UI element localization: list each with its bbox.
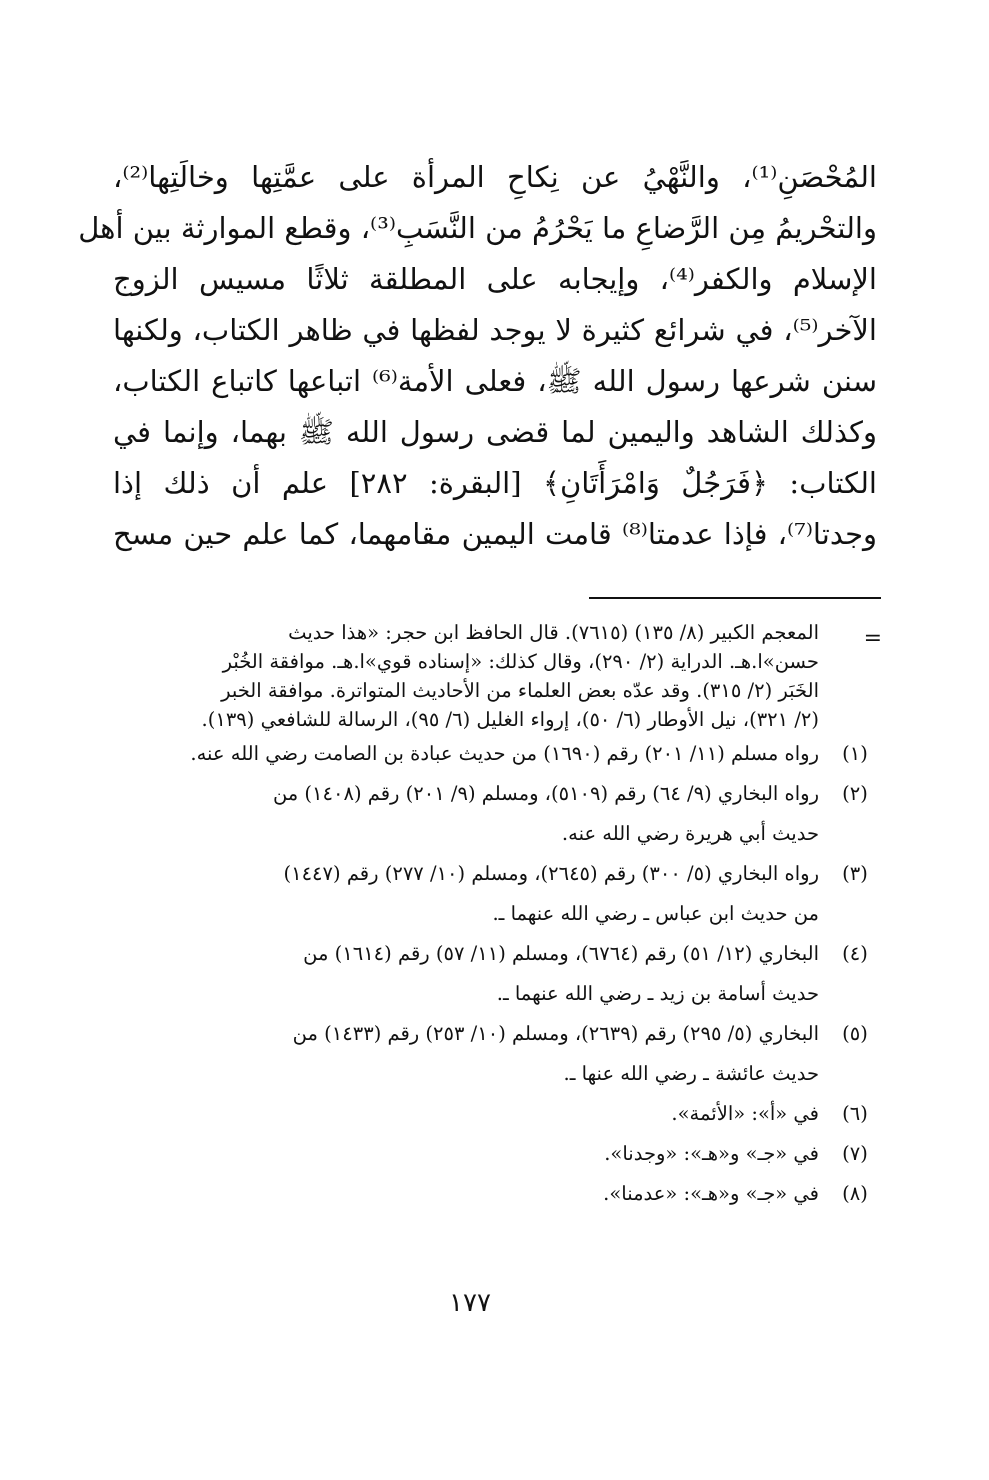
footnote-line: حسن»ا.هـ. الدراية (٢/ ٢٩٠)، وقال كذلك: «إسناده قوي»ا.هـ. موافقة الخُبْر — [222, 650, 819, 673]
footnote-6 — [113, 1094, 877, 1134]
footnote-line: البخاري (٥/ ٢٩٥) رقم (٢٦٣٩)، ومسلم (١٠/ ٢٥٣) رقم (١٤٣٣) من — [292, 1022, 819, 1045]
footnote-line: رواه البخاري (٩/ ٦٤) رقم (٥١٠٩)، ومسلم (٩/ ٢٠١) رقم (١٤٠٨) من — [272, 782, 819, 805]
footnote-1 — [113, 734, 877, 774]
footnote-number: (١) — [842, 742, 868, 765]
footnote-number: (٨) — [842, 1182, 868, 1205]
footnote-2 — [113, 774, 877, 854]
footnote-line: من حديث ابن عباس ـ رضي الله عنهما ـ. — [492, 902, 819, 925]
footnote-line: في «أ»: «الأئمة». — [671, 1102, 819, 1125]
main-text-line: سنن شرعها رسول الله ﷺ، فعلى الأمة⁽⁶⁾ اتباعها كاتباع الكتاب، — [113, 364, 877, 398]
footnote-8 — [113, 1174, 877, 1214]
main-text-line: والتحْريمُ مِن الرَّضاعِ ما يَحْرُمُ من النَّسَبِ⁽³⁾، وقطع الموارثة بين أهل — [78, 211, 877, 245]
main-text-line: الكتاب: ﴿فَرَجُلٌ وَامْرَأَتَانِ﴾ [البقرة: ٢٨٢] علم أن ذلك إذا — [113, 466, 877, 500]
main-text-block — [78, 152, 877, 560]
main-text-line: المُحْصَنِ⁽¹⁾، والنَّهْيُ عن نِكاحِ المرأة على عمَّتِها وخالَتِها⁽²⁾، — [113, 160, 877, 194]
footnote-line: المعجم الكبير (٨/ ١٣٥) (٧٦١٥). قال الحافظ ابن حجر: «هذا حديث — [288, 621, 819, 644]
footnote-number: (٧) — [842, 1142, 868, 1165]
footnote-number: (٦) — [842, 1102, 868, 1125]
footnote-line: رواه البخاري (٥/ ٣٠٠) رقم (٢٦٤٥)، ومسلم (١٠/ ٢٧٧) رقم (١٤٤٧) — [283, 862, 819, 885]
footnote-number: (٥) — [842, 1022, 868, 1045]
footnote-line: الخَبَر (٢/ ٣١٥). وقد عدّه بعض العلماء من الأحاديث المتواترة. موافقة الخبر — [221, 679, 819, 702]
main-text-line: الإسلام والكفر⁽⁴⁾، وإيجابه على المطلقة ثلاثًا مسيس الزوج — [113, 262, 877, 296]
footnote-4 — [113, 934, 877, 1014]
footnote-line: حديث عائشة ـ رضي الله عنها ـ. — [563, 1062, 819, 1085]
footnote-continuation-mark: = — [863, 626, 882, 651]
footnote-number: (٢) — [842, 782, 868, 805]
footnote-line: (٢/ ٣٢١)، نيل الأوطار (٦/ ٥٠)، إرواء الغليل (٦/ ٩٥)، الرسالة للشافعي (١٣٩). — [201, 708, 819, 731]
footnote-number: (٣) — [842, 862, 868, 885]
main-text-line: وكذلك الشاهد واليمين لما قضى رسول الله ﷺ بهما، وإنما في — [113, 415, 877, 449]
footnote-3 — [113, 854, 877, 934]
footnote-divider — [589, 597, 881, 599]
footnote-number: (٤) — [842, 942, 868, 965]
footnote-line: حديث أبي هريرة رضي الله عنه. — [561, 822, 819, 845]
main-text-line: الآخر⁽⁵⁾، في شرائع كثيرة لا يوجد لفظها في ظاهر الكتاب، ولكنها — [113, 313, 877, 347]
footnote-line: حديث أسامة بن زيد ـ رضي الله عنهما ـ. — [496, 982, 819, 1005]
main-text-line: وجدتا⁽⁷⁾، فإذا عدمتا⁽⁸⁾ قامت اليمين مقامهما، كما علم حين مسح — [113, 517, 877, 551]
footnotes-section — [113, 618, 877, 1214]
footnote-line: في «جـ» و«هـ»: «وجدنا». — [604, 1142, 819, 1165]
footnote-line: رواه مسلم (١١/ ٢٠١) رقم (١٦٩٠) من حديث عبادة بن الصامت رضي الله عنه. — [190, 742, 819, 765]
footnote-line: البخاري (١٢/ ٥١) رقم (٦٧٦٤)، ومسلم (١١/ ٥٧) رقم (١٦١٤) من — [303, 942, 819, 965]
footnote-5 — [113, 1014, 877, 1094]
footnote-7 — [113, 1134, 877, 1174]
footnote-line: في «جـ» و«هـ»: «عدمنا». — [603, 1182, 819, 1205]
page-number: ١٧٧ — [449, 1288, 491, 1318]
footnote-continuation — [113, 618, 877, 734]
